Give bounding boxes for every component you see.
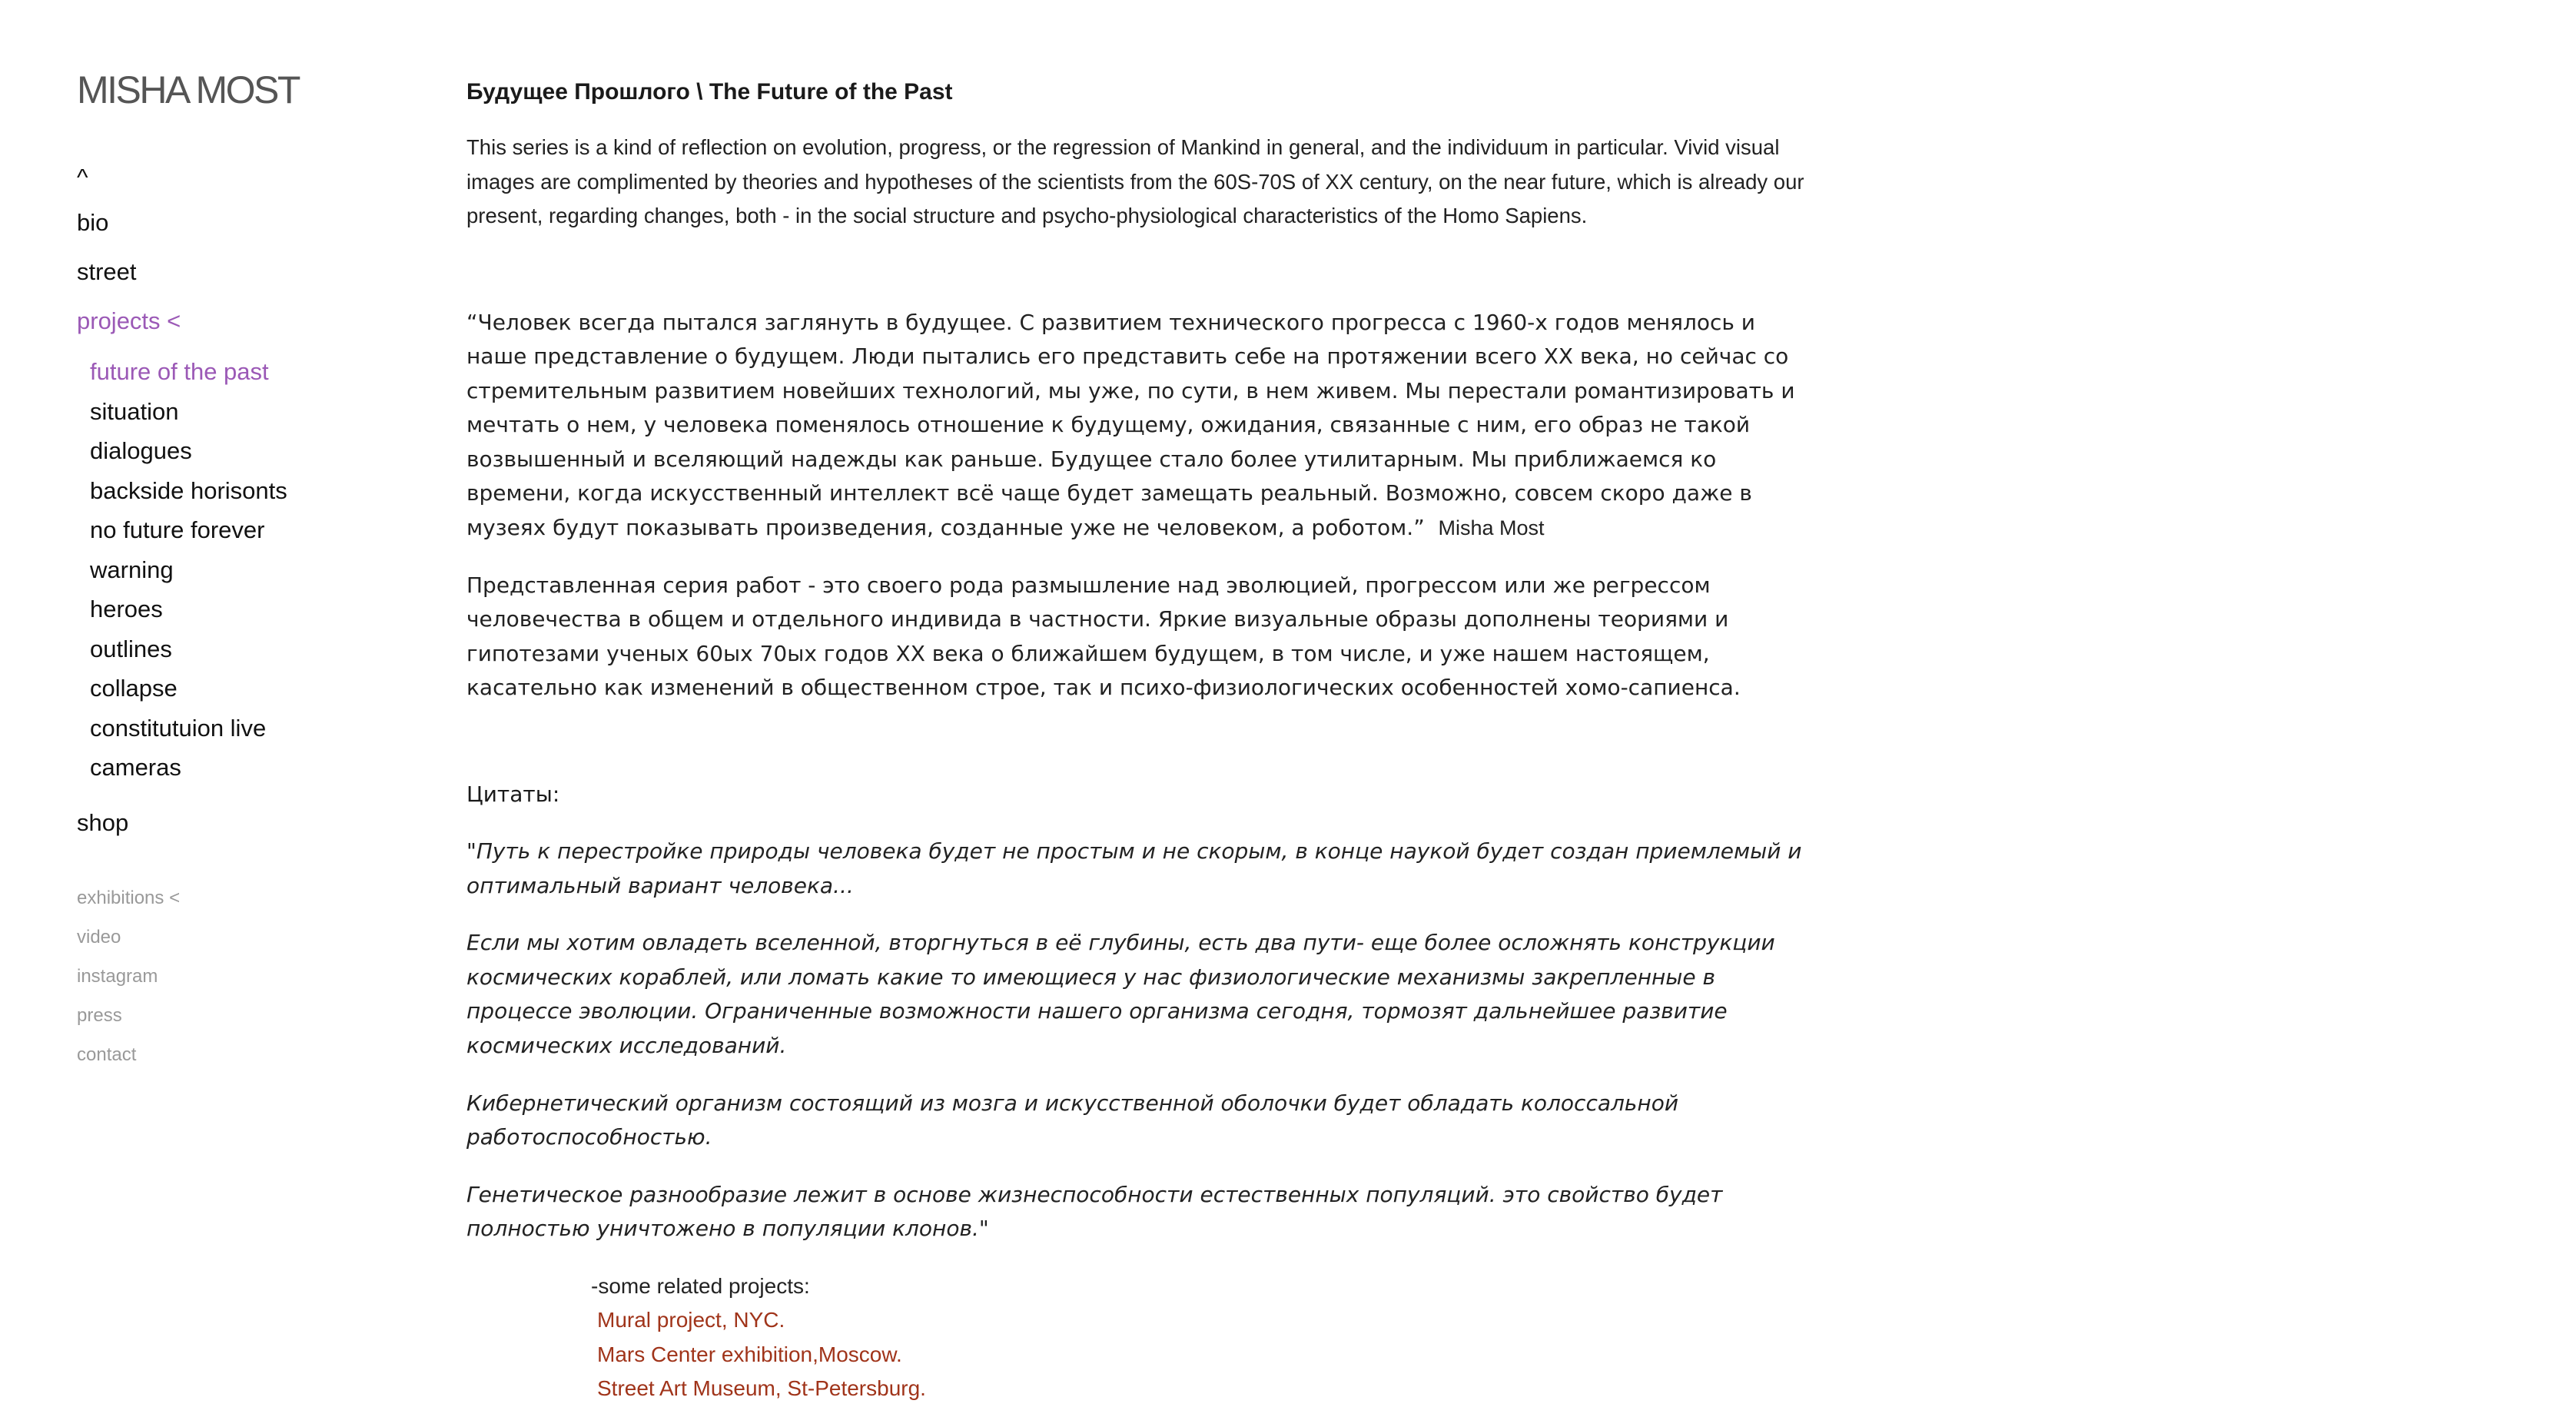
quotes-heading: Цитаты: <box>466 782 560 808</box>
quote-item: "Путь к перестройке природы человека будет не простым и не скорым, в конце наукой будет создан приемлемый и оптимальный вариант человека... <box>466 838 1802 898</box>
nav-press[interactable]: press <box>77 1004 122 1026</box>
nav-video[interactable]: video <box>77 926 121 947</box>
project-constitutuion-live[interactable]: constitutuion live <box>90 714 267 742</box>
artist-quote-text: “Человек всегда пытался заглянуть в будущее. С развитием технического прогресса с 1960-х годов менялось и наше представление о будущем. Люди пытались его представить себе на протяжении всего XX века, но сейчас со стремительным развитием новейших технологий, мы уже, по сути, в нем живем. Мы перестали романтизировать и мечтать о нем, у человека поменялось отношение к будущему, ожидания, связанные с ним, его образ не такой возвышенный и вселяющий надежды как раньше. Будущее стало более утилитарным. Мы приближаемся ко времени, когда искусственный интеллект всё чаще будет замещать реальный. Возможно, совсем скоро даже в музеях будут показывать произведения, созданные уже не человеком, а роботом.” <box>466 309 1795 541</box>
project-situation[interactable]: situation <box>90 397 179 425</box>
scroll-top-link[interactable]: ^ <box>77 164 88 191</box>
quote-item: Если мы хотим овладеть вселенной, вторгнуться в её глубины, есть два пути- еще более осложнять конструкции космических кораблей, или ломать какие то имеющиеся у нас физиологические механизмы закрепленные в процессе эволюции. Ограниченные возможности нашего организма сегодня, тормозят дальнейшее развитие космических исследований. <box>466 930 1775 1058</box>
intro-russian: Представленная серия работ - это своего рода размышление над эволюцией, прогрессом или же регрессом человечества в общем и отдельного индивида в частности. Яркие визуальные образы дополнены теориями и гипотезами ученых 60ых 70ых годов XX века о ближайшем будущем, в том числе, и уже нашем настоящем, касательно как изменений в общественном строе, так и психо-физиологических особенностей хомо-сапиенса. <box>466 572 1741 701</box>
artist-quote-russian <box>466 306 1819 546</box>
nav-contact[interactable]: contact <box>77 1044 137 1065</box>
secondary-nav <box>77 878 400 1074</box>
project-no-future-forever[interactable]: no future forever <box>90 516 265 543</box>
project-dialogues[interactable]: dialogues <box>90 437 192 464</box>
project-heroes[interactable]: heroes <box>90 596 163 622</box>
nav-street[interactable]: street <box>77 258 137 285</box>
page-title: Будущее Прошлого \ The Future of the Past <box>466 79 953 105</box>
nav-instagram[interactable]: instagram <box>77 965 158 987</box>
project-backside-horisonts[interactable]: backside horisonts <box>90 476 287 504</box>
project-outlines[interactable]: outlines <box>90 635 172 662</box>
project-warning[interactable]: warning <box>90 556 174 583</box>
nav-projects[interactable]: projects < <box>77 307 181 334</box>
main-content <box>466 75 1819 1406</box>
related-projects <box>591 1269 1819 1406</box>
related-link-mars-center[interactable]: Mars Center exhibition,Moscow. <box>597 1342 902 1366</box>
project-collapse[interactable]: collapse <box>90 675 178 702</box>
project-cameras[interactable]: cameras <box>90 754 181 781</box>
quote-author: Misha Most <box>1438 516 1545 540</box>
projects-submenu <box>77 352 400 788</box>
quote-item: Генетическое разнообразие лежит в основе жизнеспособности естественных популяций. это свойство будет полностью уничтожено в популяции клонов." <box>466 1181 1723 1242</box>
related-projects-label: -some related projects: <box>591 1273 810 1298</box>
project-future-of-the-past[interactable]: future of the past <box>90 358 269 385</box>
nav-bio[interactable]: bio <box>77 209 109 236</box>
nav-shop[interactable]: shop <box>77 808 129 836</box>
related-link-mural-nyc[interactable]: Mural project, NYC. <box>597 1308 785 1332</box>
related-link-street-art-museum[interactable]: Street Art Museum, St-Petersburg. <box>597 1376 926 1401</box>
site-logo[interactable]: MISHA MOST <box>77 68 299 111</box>
intro-english: This series is a kind of reflection on evolution, progress, or the regression of Mankind in general, and the individuum in particular. Vivid visual images are complimented by theories and hypotheses of the scientists from the 60S-70S of XX century, on the near future, which is already our present, regarding changes, both - in the social structure and psycho-physiological characteristics of the Homo Sapiens. <box>466 135 1804 227</box>
nav-exhibitions[interactable]: exhibitions < <box>77 887 181 908</box>
sidebar <box>77 68 400 1074</box>
quote-item: Кибернетический организм состоящий из мозга и искусственной оболочки будет обладать колоссальной работоспособностью. <box>466 1090 1679 1150</box>
